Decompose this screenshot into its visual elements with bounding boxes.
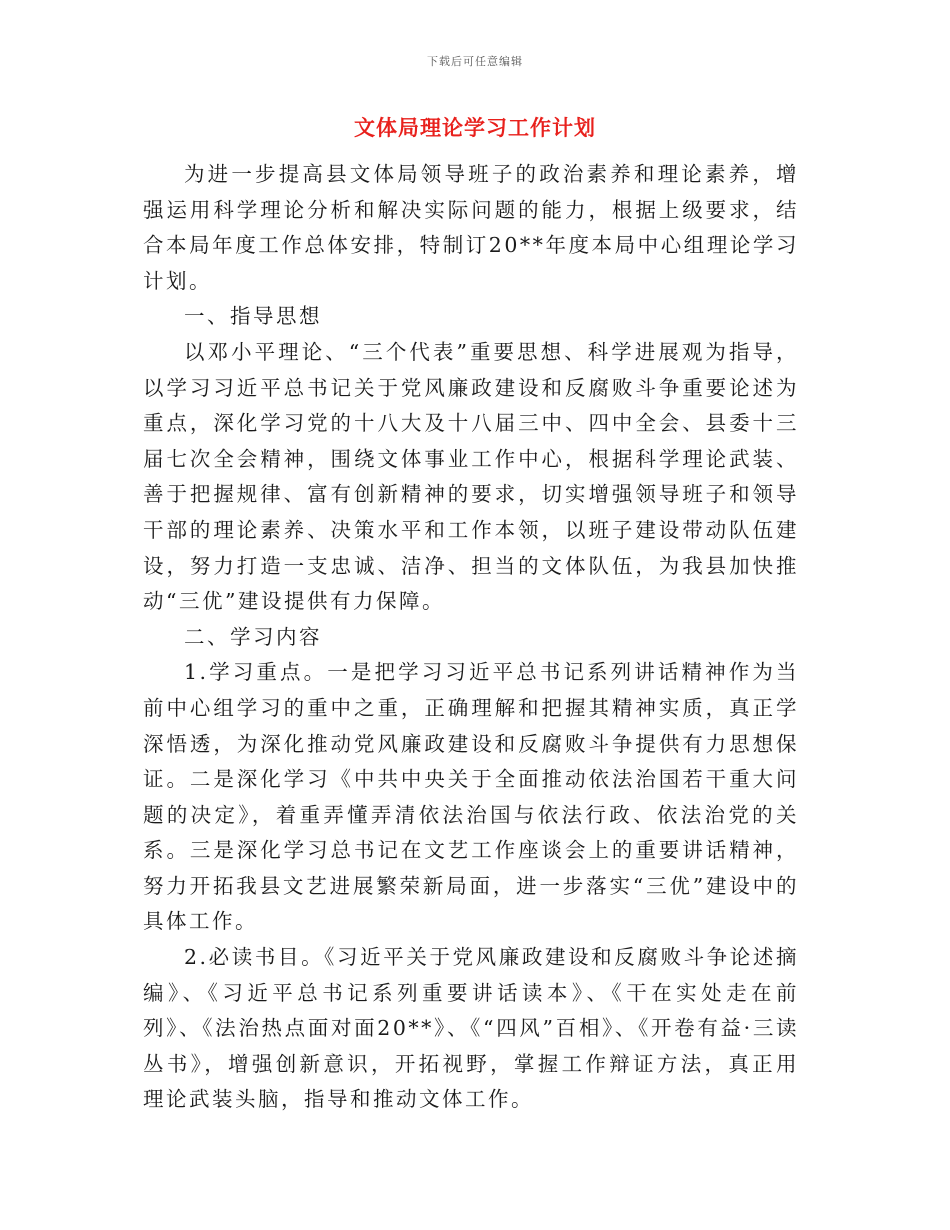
section-heading-study-content: 二、学习内容 xyxy=(184,624,322,649)
header-note: 下载后可任意编辑 xyxy=(427,55,523,68)
required-reading-paragraph: 2.必读书目。《习近平关于党风廉政建设和反腐败斗争论述摘编》、《习近平总书记系列重要讲话读本》、《干在实处走在前列》、《法治热点面对面20**》、《“四风”百相》、《开卷有益·三读丛书》，增强创新意识，开拓视野，掌握工作辩证方法，真正用理论武装头脑，指导和推动文体工作。 xyxy=(143,945,799,1112)
study-focus-paragraph: 1.学习重点。一是把学习习近平总书记系列讲话精神作为当前中心组学习的重中之重，正确理解和把握其精神实质，真正学深悟透，为深化推动党风廉政建设和反腐败斗争提供有力思想保证。二是深化学习《中共中央关于全面推动依法治国若干重大问题的决定》，着重弄懂弄清依法治国与依法行政、依法治党的关系。三是深化学习总书记在文艺工作座谈会上的重要讲话精神，努力开拓我县文艺进展繁荣新局面，进一步落实“三优”建设中的具体工作。 xyxy=(143,660,799,934)
document-body xyxy=(143,157,799,1118)
intro-paragraph: 为进一步提高县文体局领导班子的政治素养和理论素养，增强运用科学理论分析和解决实际问题的能力，根据上级要求，结合本局年度工作总体安排，特制订20**年度本局中心组理论学习计划。 xyxy=(143,162,799,293)
guiding-thought-paragraph: 以邓小平理论、“三个代表”重要思想、科学进展观为指导，以学习习近平总书记关于党风廉政建设和反腐败斗争重要论述为重点，深化学习党的十八大及十八届三中、四中全会、县委十三届七次全会精神，围绕文体事业工作中心，根据科学理论武装、善于把握规律、富有创新精神的要求，切实增强领导班子和领导干部的理论素养、决策水平和工作本领，以班子建设带动队伍建设，努力打造一支忠诚、洁净、担当的文体队伍，为我县加快推动“三优”建设提供有力保障。 xyxy=(143,339,799,614)
document-title: 文体局理论学习工作计划 xyxy=(354,116,596,140)
section-heading-guiding-thought: 一、指导思想 xyxy=(184,304,322,329)
